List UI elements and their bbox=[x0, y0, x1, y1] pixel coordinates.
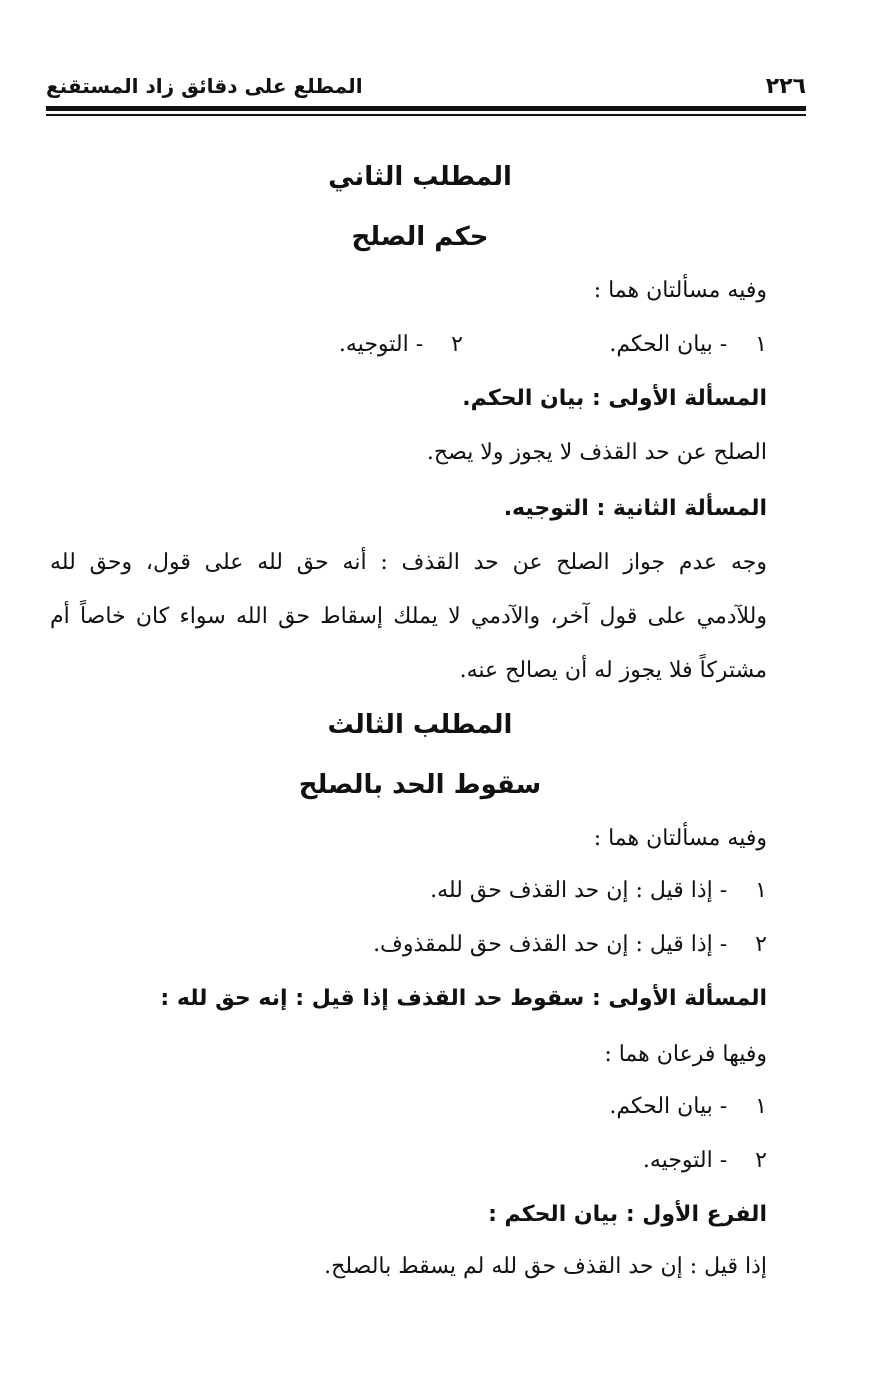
list-item-text: - بيان الحكم. bbox=[609, 1094, 728, 1119]
list-item-number: ١ bbox=[755, 1094, 767, 1119]
section-subheading: حكم الصلح bbox=[351, 222, 489, 252]
intro-text: وفيه مسألتان هما : bbox=[593, 278, 767, 303]
list-item bbox=[609, 1092, 767, 1122]
paragraph-line: وجه عدم جواز الصلح عن حد القذف : أنه حق لله على قول، وحق لله bbox=[50, 550, 767, 575]
list-item bbox=[430, 876, 767, 906]
book-title: المطلع على دقائق زاد المستقنع bbox=[46, 74, 363, 98]
section-subheading: سقوط الحد بالصلح bbox=[298, 770, 542, 800]
list-item-number: ٢ bbox=[755, 932, 767, 957]
list-item-text: - بيان الحكم. bbox=[609, 332, 728, 357]
paragraph-line: مشتركاً فلا يجوز له أن يصالح عنه. bbox=[459, 658, 767, 683]
list-item bbox=[373, 930, 767, 960]
paragraph-line: وللآدمي على قول آخر، والآدمي لا يملك إسقاط حق الله سواء كان خاصاً أم bbox=[50, 604, 767, 629]
question-title: المسألة الأولى : بيان الحكم. bbox=[462, 386, 767, 411]
list-item bbox=[339, 330, 463, 360]
intro-text: وفيها فرعان هما : bbox=[604, 1042, 767, 1067]
header-rule-thick bbox=[46, 106, 806, 111]
list-item bbox=[609, 330, 767, 360]
branch-title: الفرع الأول : بيان الحكم : bbox=[488, 1202, 767, 1227]
paragraph: الصلح عن حد القذف لا يجوز ولا يصح. bbox=[426, 440, 767, 465]
question-title: المسألة الثانية : التوجيه. bbox=[503, 496, 767, 521]
list-item-text: - إذا قيل : إن حد القذف حق للمقذوف. bbox=[373, 932, 728, 957]
page-number: ٢٢٦ bbox=[765, 74, 806, 99]
question-title: المسألة الأولى : سقوط حد القذف إذا قيل : إنه حق لله : bbox=[160, 986, 767, 1011]
paragraph: إذا قيل : إن حد القذف حق لله لم يسقط بالصلح. bbox=[324, 1254, 767, 1279]
list-item-number: ٢ bbox=[451, 332, 463, 357]
intro-text: وفيه مسألتان هما : bbox=[593, 826, 767, 851]
header-rule-thin bbox=[46, 114, 806, 116]
section-heading: المطلب الثاني bbox=[328, 162, 512, 192]
list-item-number: ١ bbox=[755, 878, 767, 903]
list-item-text: - التوجيه. bbox=[338, 332, 424, 357]
list-item-text: - إذا قيل : إن حد القذف حق لله. bbox=[430, 878, 728, 903]
list-item-text: - التوجيه. bbox=[642, 1148, 728, 1173]
list-item-number: ١ bbox=[755, 332, 767, 357]
list-item bbox=[643, 1146, 767, 1176]
running-header bbox=[46, 70, 806, 106]
list-item-number: ٢ bbox=[755, 1148, 767, 1173]
section-heading: المطلب الثالث bbox=[327, 710, 513, 740]
